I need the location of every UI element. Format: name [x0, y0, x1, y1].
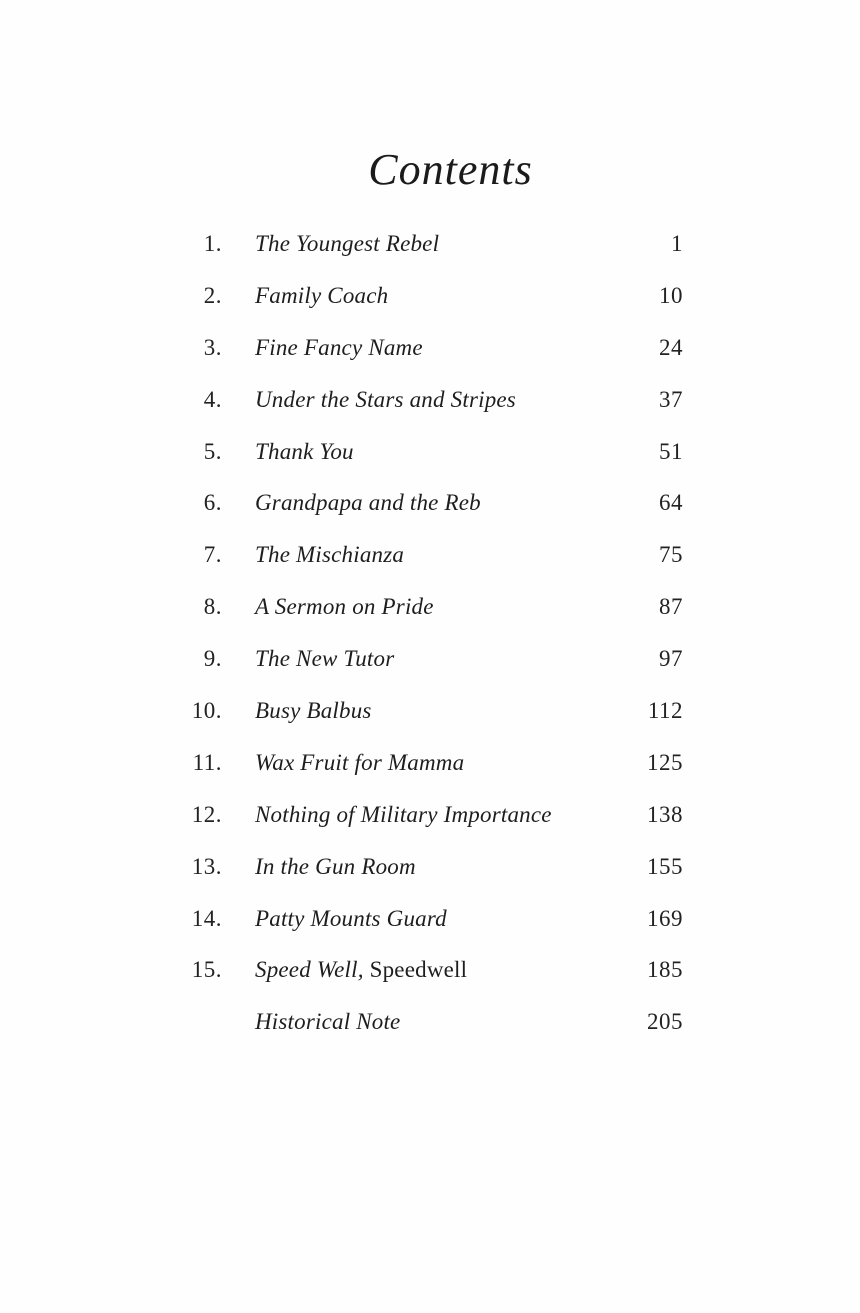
chapter-title-italic: Fine Fancy Name: [255, 334, 423, 360]
chapter-title-italic: Patty Mounts Guard: [255, 905, 447, 931]
toc-entry: [170, 789, 683, 841]
chapter-number: 7.: [203, 542, 222, 568]
toc-entry: [170, 270, 683, 322]
chapter-number: 8.: [203, 594, 222, 620]
page-number: 185: [647, 957, 683, 983]
page-number: 97: [659, 646, 683, 672]
chapter-title: [255, 322, 659, 374]
page-number: 51: [659, 438, 683, 464]
chapter-title: [255, 218, 671, 270]
chapter-number: 6.: [203, 490, 222, 516]
chapter-title-italic: A Sermon on Pride: [255, 594, 434, 620]
chapter-title: [255, 374, 659, 426]
chapter-title: [255, 685, 648, 737]
page-title: Contents: [368, 145, 533, 194]
chapter-title-italic: In the Gun Room: [255, 853, 416, 879]
toc-entry: [170, 581, 683, 633]
toc-entry: [170, 322, 683, 374]
page-number: 112: [647, 698, 683, 724]
chapter-title-italic: Nothing of Military Importance: [255, 801, 552, 827]
toc-entry: [170, 685, 683, 737]
toc-entry: [170, 893, 683, 945]
toc-entry: [170, 944, 683, 996]
page-number: 24: [659, 334, 683, 360]
page-number: 205: [647, 1009, 683, 1035]
chapter-title: [255, 477, 659, 529]
chapter-number: 4.: [203, 386, 222, 412]
chapter-number: 2.: [203, 282, 222, 308]
toc-entry: [170, 633, 683, 685]
chapter-title-italic: Wax Fruit for Mamma: [255, 749, 465, 775]
chapter-title-roman: Speedwell: [363, 957, 468, 983]
chapter-title: [255, 529, 659, 581]
chapter-title: [255, 426, 659, 478]
toc-list: [170, 218, 683, 1048]
page-number: 10: [659, 282, 683, 308]
page-number: 37: [659, 386, 683, 412]
chapter-number: 10.: [191, 698, 222, 724]
page-number: 125: [647, 749, 683, 775]
chapter-number: 1.: [203, 231, 222, 256]
chapter-number: 11.: [192, 749, 222, 775]
chapter-number: 15.: [191, 957, 222, 983]
chapter-title-italic: The New Tutor: [255, 646, 395, 672]
chapter-title-italic: The Mischianza: [255, 542, 405, 568]
toc-entry: [170, 477, 683, 529]
page-number: 169: [647, 905, 683, 931]
toc-entry: [170, 996, 683, 1048]
toc-entry: [170, 737, 683, 789]
chapter-title: [255, 893, 647, 945]
chapter-title-italic: The Youngest Rebel: [255, 231, 440, 256]
chapter-title-italic: Thank You: [255, 438, 354, 464]
chapter-title: [255, 737, 647, 789]
page-number: 155: [647, 853, 683, 879]
chapter-title: [255, 633, 659, 685]
chapter-title: [255, 996, 647, 1048]
chapter-title-italic: Busy Balbus: [255, 698, 372, 724]
toc-entry: [170, 426, 683, 478]
chapter-number: 13.: [191, 853, 222, 879]
chapter-number: 14.: [191, 905, 222, 931]
page-number: 64: [659, 490, 683, 516]
toc-entry: [170, 841, 683, 893]
chapter-title-italic: Under the Stars and Stripes: [255, 386, 516, 412]
chapter-number: 5.: [203, 438, 222, 464]
chapter-number: 9.: [203, 646, 222, 672]
chapter-title: [255, 581, 659, 633]
page-number: 138: [647, 801, 683, 827]
chapter-number: 12.: [191, 801, 222, 827]
toc-entry: [170, 374, 683, 426]
chapter-title-italic: Speed Well,: [255, 957, 364, 983]
chapter-title-italic: Historical Note: [255, 1009, 401, 1035]
page-number: 1: [671, 231, 683, 256]
chapter-title: [255, 270, 659, 322]
toc-entry: [170, 218, 683, 270]
chapter-title: [255, 841, 647, 893]
chapter-title-italic: Grandpapa and the Reb: [255, 490, 481, 516]
chapter-number: 3.: [203, 334, 222, 360]
chapter-title: [255, 789, 647, 841]
chapter-title-italic: Family Coach: [255, 282, 389, 308]
page-number: 75: [659, 542, 683, 568]
toc-entry: [170, 529, 683, 581]
chapter-title: [255, 944, 647, 996]
page-number: 87: [659, 594, 683, 620]
